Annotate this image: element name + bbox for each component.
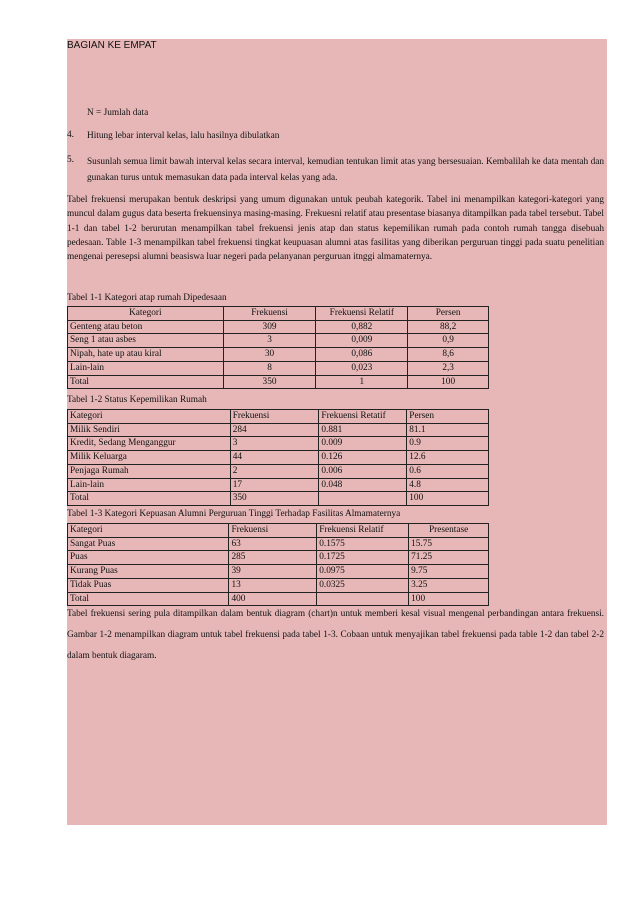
table-cell: Penjaga Rumah xyxy=(68,464,231,478)
table-row xyxy=(68,537,489,551)
table-cell: 30 xyxy=(223,348,316,362)
table-row xyxy=(68,565,489,579)
table-cell: 3.25 xyxy=(409,578,489,592)
table-cell: 0.0325 xyxy=(317,578,409,592)
table-row xyxy=(68,492,489,506)
table-cell: Genteng atau beton xyxy=(68,320,224,334)
table-cell: 0.1575 xyxy=(317,537,409,551)
table-cell: 0.881 xyxy=(319,423,407,437)
step-4-text: Hitung lebar interval kelas, lalu hasilnya dibulatkan xyxy=(87,131,280,141)
table-cell: Tidak Puas xyxy=(68,578,229,592)
table-cell: 100 xyxy=(408,375,489,389)
table-cell: 9.75 xyxy=(409,565,489,579)
table-row xyxy=(68,451,489,465)
table-cell: 8,6 xyxy=(408,348,489,362)
table-cell: 350 xyxy=(223,375,316,389)
header-cell: Persen xyxy=(407,410,489,424)
table-cell: Puas xyxy=(68,551,229,565)
table-header-row xyxy=(68,307,489,321)
table-row xyxy=(68,423,489,437)
table-cell: 12.6 xyxy=(407,451,489,465)
table-cell: Sangat Puas xyxy=(68,537,229,551)
table-cell: 81.1 xyxy=(407,423,489,437)
table-row xyxy=(68,361,489,375)
table-cell: 44 xyxy=(230,451,319,465)
table-cell: 0.006 xyxy=(319,464,407,478)
table-cell: 2,3 xyxy=(408,361,489,375)
table-cell: 4.8 xyxy=(407,478,489,492)
step-4-number: 4. xyxy=(67,130,74,140)
table-cell: 0.009 xyxy=(319,437,407,451)
table-header-row xyxy=(68,524,489,538)
table-cell: Milik Keluarga xyxy=(68,451,231,465)
table-cell: 71.25 xyxy=(409,551,489,565)
table-cell: Total xyxy=(68,592,229,606)
table-row xyxy=(68,464,489,478)
table-cell: 0.0975 xyxy=(317,565,409,579)
table-cell: 350 xyxy=(230,492,319,506)
table-cell: 100 xyxy=(407,492,489,506)
header-cell: Frekuensi xyxy=(229,524,317,538)
table-cell: 13 xyxy=(229,578,317,592)
table-row xyxy=(68,348,489,362)
table1-caption: Tabel 1-1 Kategori atap rumah Dipedesaan xyxy=(67,293,227,303)
paragraph-diagram: Tabel frekuensi sering pula ditampilkan dalam bentuk diagram (chart)n untuk memberi kesal visual mengenal perbandingan antara frekuensi. Gambar 1-2 menampilkan diagram untuk tabel frekuensi pada tabel 1-3. Cobaan untuk menyajikan tabel frekuensi pada table 1-2 dan tabel 2-2 dalam bentuk diagaram. xyxy=(67,609,604,661)
table-cell: 0,086 xyxy=(316,348,408,362)
table3-caption: Tabel 1-3 Kategori Kepuasan Alumni Perguruan Tinggi Terhadap Fasilitas Almamaternya xyxy=(67,509,401,519)
table-cell: Nipah, hate up atau kiral xyxy=(68,348,224,362)
table-cell: Total xyxy=(68,375,224,389)
table-cell: 0.6 xyxy=(407,464,489,478)
n-definition: N = Jumlah data xyxy=(87,108,149,118)
chapter-header: BAGIAN KE EMPAT xyxy=(67,40,157,51)
table-cell: Lain-lain xyxy=(68,478,231,492)
table-cell: 2 xyxy=(230,464,319,478)
table-cell: 0,023 xyxy=(316,361,408,375)
table-cell xyxy=(319,492,407,506)
table-cell: 88,2 xyxy=(408,320,489,334)
table-header-row xyxy=(68,410,489,424)
header-cell: Kategori xyxy=(68,307,224,321)
table-cell: 309 xyxy=(223,320,316,334)
table-row xyxy=(68,334,489,348)
table-cell: 100 xyxy=(409,592,489,606)
header-cell: Frekuensi Relatif xyxy=(316,307,408,321)
table-row xyxy=(68,320,489,334)
table-cell: 0.1725 xyxy=(317,551,409,565)
table-cell: 0.9 xyxy=(407,437,489,451)
table-cell: Seng 1 atau asbes xyxy=(68,334,224,348)
header-cell: Frekuensi Relatif xyxy=(317,524,409,538)
header-cell: Kategori xyxy=(68,524,229,538)
table-cell: Lain-lain xyxy=(68,361,224,375)
table-2 xyxy=(67,409,489,506)
header-cell: Frekuensi xyxy=(230,410,319,424)
paragraph-intro: Tabel frekuensi merupakan bentuk deskripsi yang umum digunakan untuk peubah kategorik. Tabel ini menampilkan kategori-kategori yang muncul dalam gugus data beserta frekuensinya masing-masing. Frekuesni relatif atau presentase biasanya ditampilkan pada tabel tersebut. Tabel 1-1 dan tabel 1-2 berurutan menampilkan tabel frekuensi jenis atap dan status kepemilikan rumah pada contoh rumah tangga disebuah pedesaan. Table 1-3 menampilkan tabel frekuensi tingkat keupuasan alumni atas fasilitas yang diberikan perguruan tinggi pada suatu penelitian mengenai peresepsi alumni beasiswa luar negeri pada pelanyanan perguruan itnggi almamaternya. xyxy=(67,195,604,263)
table-3 xyxy=(67,523,489,606)
table-cell: 0,882 xyxy=(316,320,408,334)
table-cell: 63 xyxy=(229,537,317,551)
table-cell: Kredit, Sedang Menganggur xyxy=(68,437,231,451)
table-cell: 400 xyxy=(229,592,317,606)
header-cell: Persen xyxy=(408,307,489,321)
table-cell: 17 xyxy=(230,478,319,492)
table-row xyxy=(68,375,489,389)
table-cell: 0,9 xyxy=(408,334,489,348)
header-cell: Frekuensi xyxy=(223,307,316,321)
table2-caption: Tabel 1-2 Status Kepemilikan Rumah xyxy=(67,395,207,405)
table-row xyxy=(68,551,489,565)
header-cell: Presentase xyxy=(409,524,489,538)
table-cell: 15.75 xyxy=(409,537,489,551)
table-row xyxy=(68,578,489,592)
table-row xyxy=(68,478,489,492)
table-cell: 1 xyxy=(316,375,408,389)
table-cell: 3 xyxy=(230,437,319,451)
table-1 xyxy=(67,306,489,389)
header-cell: Frekuensi Retatif xyxy=(319,410,407,424)
step-5-text: Susunlah semua limit bawah interval kelas secara interval, kemudian tentukan limit atas yang bersesuaian. Kembalilah ke data mentah dan gunakan turus untuk memasukan data pada interval kelas yang ada. xyxy=(87,157,604,183)
header-cell: Kategori xyxy=(68,410,231,424)
table-cell: Kurang Puas xyxy=(68,565,229,579)
table-row xyxy=(68,437,489,451)
table-cell: 8 xyxy=(223,361,316,375)
table-cell: 284 xyxy=(230,423,319,437)
table-cell: 3 xyxy=(223,334,316,348)
table-cell: 0,009 xyxy=(316,334,408,348)
table-cell: Total xyxy=(68,492,231,506)
table-cell: 39 xyxy=(229,565,317,579)
table-cell: 0.126 xyxy=(319,451,407,465)
table-cell: Milik Sendiri xyxy=(68,423,231,437)
table-cell: 0.048 xyxy=(319,478,407,492)
step-5-number: 5. xyxy=(67,155,74,165)
table-cell: 285 xyxy=(229,551,317,565)
